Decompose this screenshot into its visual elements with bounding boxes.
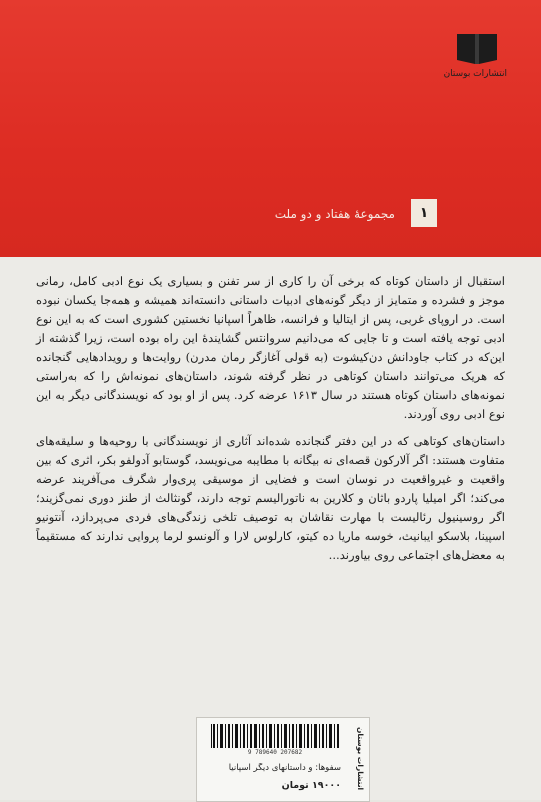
barcode-number: 9 789640 207682 [247, 749, 303, 756]
sticker-price: ۱۹۰۰۰ تومان [281, 780, 341, 791]
series-number: ۱ [411, 199, 437, 227]
sticker-publisher: انتشارات بوستان [356, 727, 365, 791]
blurb-paragraph-1: استقبال از داستان کوتاه که برخی آن را کاری از سر تفنن و بسیاری یک نوع ادبی کامل، رمانی موجز و فشرده و متمایز از دیگر گونه‌های ادبیات داستانی دانسته‌اند همیشه و همه‌جا یکسان نبوده است. در اروپای غربی، پس از ایتالیا و فرانسه، ظاهراً اسپانیا نخستین کشوری است که به این نوع ادبی توجه یافته است و تا جایی که می‌دانیم سروانتس گشایندهٔ این راه بوده است، زیرا گذشته از این‌که در کتاب جاودانش دن‌کیشوت (به قولی آغازگر رمان مدرن) روایت‌ها و رویدادهایی گنجانده که هریک می‌توانند داستان کوتاهی در نظر گرفته شوند، داستان‌های نمونه‌اش را که به‌راستی نمونه‌های داستان کوتاه هستند در سال ۱۶۱۳ عرضه کرد. پس از او بود که نویسندگانی دیگر به این نوع ادبی روی آوردند. [36, 274, 505, 421]
publisher-logo [443, 30, 507, 79]
publisher-name: انتشارات بوستان [443, 69, 507, 79]
blurb-text [36, 272, 505, 573]
price-sticker [196, 717, 370, 802]
publisher-logo-icon [455, 30, 499, 66]
sticker-book-title: سفوها: و داستانهای دیگر اسپانیا [228, 763, 341, 773]
blurb-paragraph-2: داستان‌های کوتاهی که در این دفتر گنجانده شده‌اند آثاری از نویسندگانی با روحیه‌ها و سلیقه‌های متفاوت هستند: اگر آلارکون قصه‌ای نه بیگانه با مطایبه می‌نویسد، گوستابو آدولفو بکر، اثری که بین واقعیت و غیرواقعیت در نوسان است و فضایی از موسیقی پری‌وار شگرف می‌آفریند عرضه می‌کند؛ اگر امیلیا پاردو باثان و کلارین به ناتورالیسم توجه دارند، گونثالث از طنز دوری نمی‌گزیند؛ اگر روسینیول رئالیست با مهارت نقاشان به توصیف تلخی زندگی‌های فردی می‌پردازد، آنتونیو اسپینا، بلاسکو ایبانیث، خوسه ماریا ده کیتو، کارلوس لارا و آلونسو لرما پروایی ندارند که مستقیماً به معضل‌های اجتماعی روی بیاورند... [36, 434, 505, 562]
barcode-icon [209, 724, 341, 748]
series-title: مجموعهٔ هفتاد و دو ملت [274, 207, 395, 221]
